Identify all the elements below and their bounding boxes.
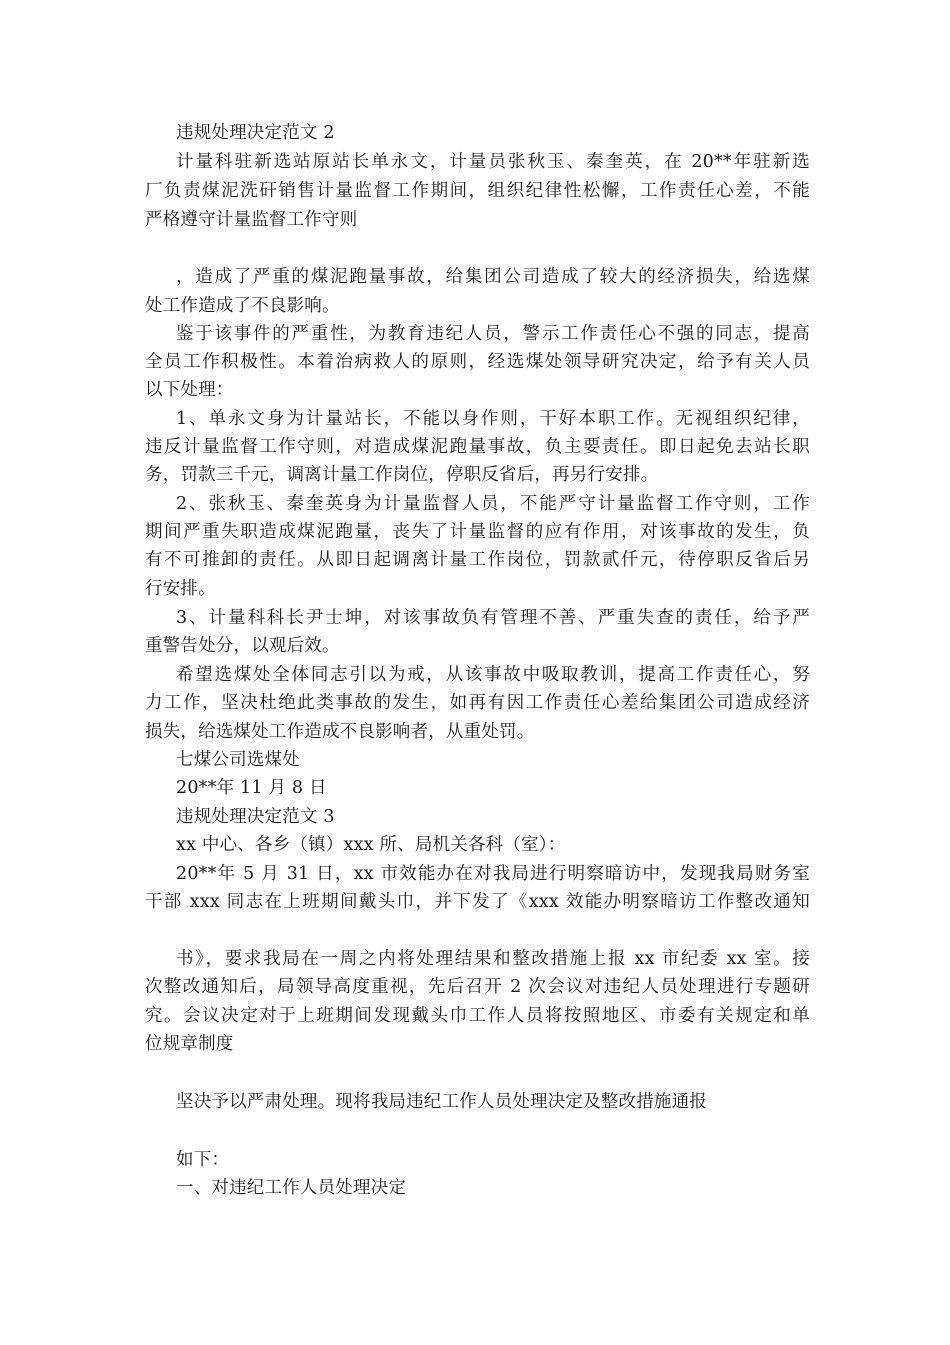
doc-line: 重警告处分，以观后效。 [145,636,340,656]
doc-line: 2、张秋玉、秦奎英身为计量监督人员，不能严守计量监督工作守则，工作 [176,494,810,514]
doc-line: ，造成了严重的煤泥跑量事故，给集团公司造成了较大的经济损失，给选煤 [176,267,810,287]
doc-line: 有不可推卸的责任。从即日起调离计量工作岗位，罚款贰仟元，待停职反省后另 [145,550,810,570]
doc-heading-sample-3: 违规处理决定范文 3 [176,807,335,827]
doc-line: 1、单永文身为计量站长，不能以身作则，干好本职工作。无视组织纪律， [176,409,810,429]
doc-line: 3、计量科科长尹士坤，对该事故负有管理不善、严重失查的责任，给予严 [176,608,810,628]
doc-line: 厂负责煤泥洗矸销售计量监督工作期间，组织纪律性松懈，工作责任心差，不能 [145,181,810,201]
doc-section-heading: 一、对违纪工作人员处理决定 [176,1178,407,1198]
doc-line: 坚决予以严肃处理。现将我局违纪工作人员处理决定及整改措施通报 [176,1092,707,1112]
doc-line: 行安排。 [145,579,216,599]
doc-line: 干部 xxx 同志在上班期间戴头巾，并下发了《xxx 效能办明察暗访工作整改通知 [145,892,810,912]
doc-signature-date: 20**年 11 月 8 日 [176,778,327,798]
doc-line: 力工作，坚决杜绝此类事故的发生，如再有因工作责任心差给集团公司造成经济 [145,693,810,713]
doc-line: 计量科驻新选站原站长单永文，计量员张秋玉、秦奎英，在 20**年驻新选 [176,152,810,172]
doc-line: 20**年 5 月 31 日，xx 市效能办在对我局进行明察暗访中，发现我局财务室 [176,864,810,884]
doc-line: 全员工作积极性。本着治病救人的原则，经选煤处领导研究决定，给予有关人员 [145,352,810,372]
doc-salutation: xx 中心、各乡（镇）xxx 所、局机关各科（室）： [176,835,566,855]
doc-line: 违反计量监督工作守则，对造成煤泥跑量事故，负主要责任。即日起免去站长职 [145,437,810,457]
doc-line: 位规章制度 [145,1034,234,1054]
doc-line: 严格遵守计量监督工作守则 [145,210,358,230]
doc-line: 处工作造成了不良影响。 [145,296,340,316]
doc-line: 希望选煤处全体同志引以为戒，从该事故中吸取教训，提高工作责任心，努 [176,665,810,685]
doc-line: 损失，给选煤处工作造成不良影响者，从重处罚。 [145,722,535,742]
doc-signature-org: 七煤公司选煤处 [176,750,300,770]
doc-line: 以下处理： [145,380,234,400]
doc-line: 究。会议决定对于上班期间发现戴头巾工作人员将按照地区、市委有关规定和单 [145,1006,810,1026]
doc-line: 如下： [176,1150,230,1170]
doc-line: 书》，要求我局在一周之内将处理结果和整改措施上报 xx 市纪委 xx 室。接 [176,949,810,969]
doc-line: 次整改通知后，局领导高度重视，先后召开 2 次会议对违纪人员处理进行专题研 [145,977,810,997]
doc-line: 鉴于该事件的严重性，为教育违纪人员，警示工作责任心不强的同志，提高 [176,324,810,344]
doc-line: 期间严重失职造成煤泥跑量，丧失了计量监督的应有作用，对该事故的发生，负 [145,522,810,542]
doc-heading-sample-2: 违规处理决定范文 2 [176,123,335,143]
doc-line: 务，罚款三千元，调离计量工作岗位，停职反省后，再另行安排。 [145,465,659,485]
